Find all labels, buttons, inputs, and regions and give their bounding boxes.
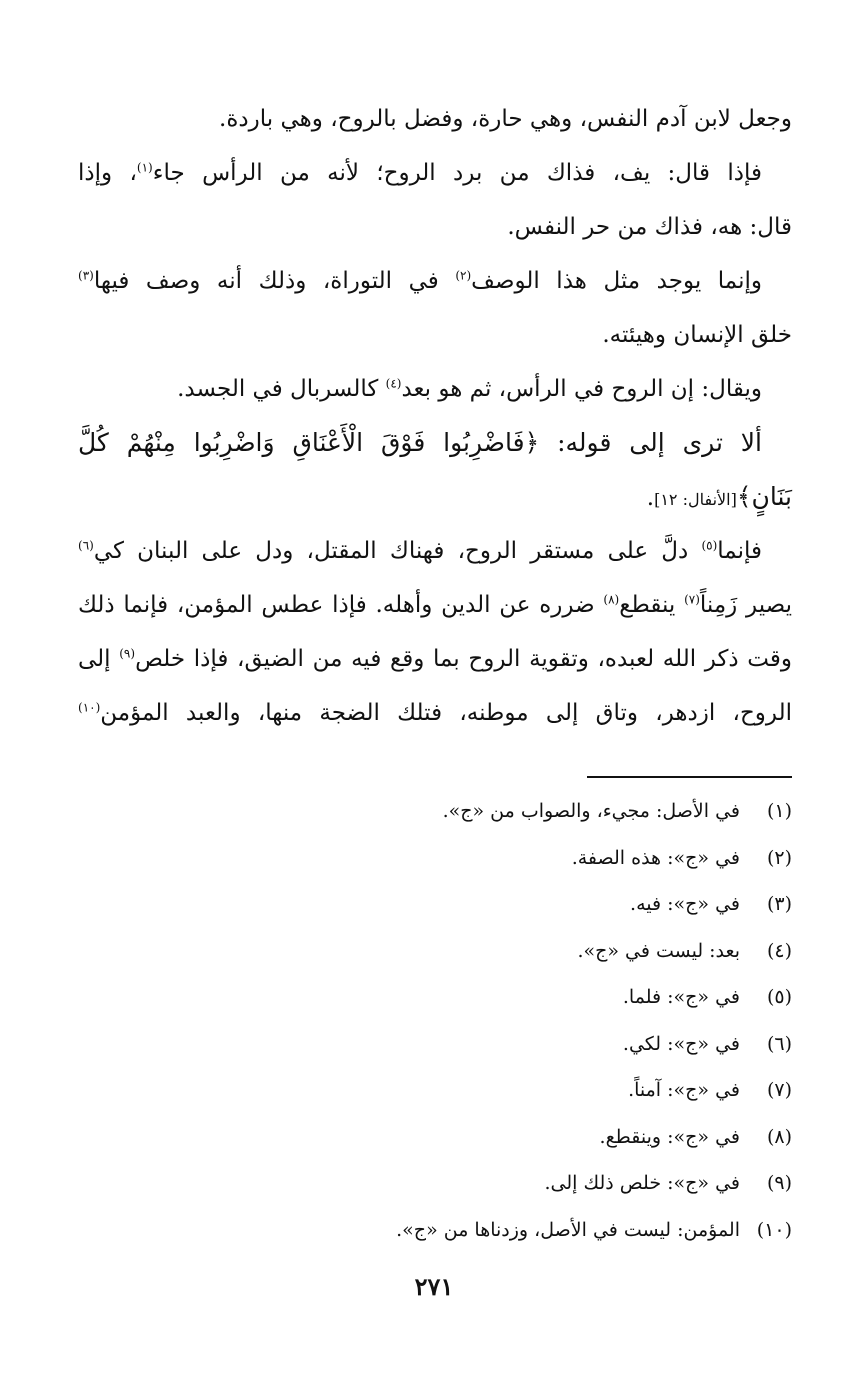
text-line-8	[78, 470, 792, 524]
footnote-ref-7: (٧)	[684, 592, 700, 607]
text-line-10-b: ينقطع	[619, 592, 685, 618]
text-line-10-c: ضرره عن الدين وأهله. فإذا عطس المؤمن، فإنما ذلك	[78, 592, 604, 618]
footnote-number: (٥)	[766, 986, 792, 1008]
footnote-item	[300, 1207, 792, 1254]
text-line-2-a: فإذا قال: يف، فذاك من برد الروح؛ لأنه من الرأس جاء	[152, 160, 762, 186]
text-line-5-content: خلق الإنسان وهيئته.	[602, 322, 792, 348]
text-line-9-b: دلَّ على مستقر الروح، فهناك المقتل، ودل على البنان كي	[93, 538, 702, 564]
text-line-6-b: كالسربال في الجسد.	[177, 376, 386, 402]
text-line-11	[78, 632, 792, 686]
text-line-4-b: في التوراة، وذلك أنه وصف فيها	[93, 268, 456, 294]
text-line-10-a: يصير زَمِناً	[699, 592, 792, 618]
text-line-11-a: وقت ذكر الله لعبده، وتقوية الروح بما وقع فيه من الضيق، فإذا خلص	[135, 646, 792, 672]
quran-verse: ألا ترى إلى قوله: ﴿فَاضْرِبُوا فَوْقَ الْأَعْنَاقِ وَاضْرِبُوا مِنْهُمْ كُلَّ	[78, 428, 762, 457]
text-line-7	[78, 416, 792, 470]
text-line-6	[78, 362, 792, 416]
footnote-ref-2: (٢)	[455, 268, 472, 283]
footnote-ref-6: (٦)	[78, 538, 94, 553]
footnote-number: (٩)	[766, 1172, 792, 1194]
footnote-ref-9: (٩)	[119, 646, 136, 661]
footnote-item	[300, 974, 792, 1021]
text-line-1	[78, 92, 792, 146]
text-line-9-a: فإنما	[717, 538, 762, 564]
footnote-ref-1: (١)	[136, 160, 153, 175]
footnote-number: (٨)	[766, 1125, 792, 1148]
footnote-text: في «ج»: خلص ذلك إلى.	[544, 1172, 740, 1194]
footnote-item	[300, 1021, 792, 1068]
text-line-9	[78, 524, 792, 578]
footnote-number: (١٠)	[756, 1218, 792, 1241]
footnote-text: في «ج»: فلما.	[622, 986, 740, 1008]
footnote-item	[300, 1067, 792, 1114]
main-text	[78, 92, 792, 740]
verse-reference: [الأنفال: ١٢]	[654, 490, 737, 509]
text-line-3	[78, 200, 792, 254]
footnote-text: في الأصل: مجيء، والصواب من «ج».	[442, 800, 740, 822]
footnote-ref-3: (٣)	[78, 268, 94, 283]
footnotes-list	[300, 788, 792, 1253]
footnote-text: في «ج»: آمناً.	[628, 1079, 740, 1101]
footnote-number: (٣)	[766, 893, 792, 915]
footnote-item	[300, 1114, 792, 1161]
text-line-8-b: .	[646, 485, 655, 511]
footnote-number: (٢)	[766, 846, 792, 869]
footnote-number: (١)	[766, 800, 792, 822]
footnote-item	[300, 835, 792, 882]
quran-verse-end: بَنَانٍ﴾	[736, 482, 792, 511]
text-line-11-b: إلى	[78, 646, 120, 672]
footnote-number: (٦)	[766, 1032, 792, 1055]
text-line-3-content: قال: هه، فذاك من حر النفس.	[507, 214, 792, 240]
footnote-separator	[587, 776, 792, 778]
text-line-1-content: وجعل لابن آدم النفس، وهي حارة، وفضل بالروح، وهي باردة.	[219, 106, 792, 132]
footnote-text: في «ج»: لكي.	[622, 1032, 740, 1055]
text-line-4-a: وإنما يوجد مثل هذا الوصف	[471, 268, 762, 294]
footnote-text: بعد: ليست في «ج».	[577, 939, 740, 962]
footnote-text: في «ج»: فيه.	[630, 893, 740, 915]
footnote-text: في «ج»: هذه الصفة.	[571, 846, 740, 869]
footnote-text: المؤمن: ليست في الأصل، وزدناها من «ج».	[396, 1218, 740, 1241]
footnote-ref-10: (١٠)	[78, 700, 101, 715]
footnote-item	[300, 928, 792, 975]
text-line-4	[78, 254, 792, 308]
footnote-number: (٤)	[766, 939, 792, 962]
footnote-item	[300, 1160, 792, 1207]
text-line-12-a: الروح، ازدهر، وتاق إلى موطنه، فتلك الضجة منها، والعبد المؤمن	[100, 700, 792, 726]
text-line-2-b: ، وإذا	[78, 160, 137, 186]
text-line-6-a: ويقال: إن الروح في الرأس، ثم هو بعد	[401, 376, 762, 402]
footnote-item	[300, 788, 792, 835]
footnote-ref-8: (٨)	[603, 592, 620, 607]
footnote-ref-4: (٤)	[385, 376, 402, 391]
footnote-text: في «ج»: وينقطع.	[599, 1125, 740, 1148]
footnote-ref-5: (٥)	[701, 538, 718, 553]
page-number: ٢٧١	[414, 1272, 454, 1301]
footnote-number: (٧)	[766, 1079, 792, 1101]
text-line-12	[78, 686, 792, 740]
text-line-2	[78, 146, 792, 200]
text-line-5	[78, 308, 792, 362]
text-line-10	[78, 578, 792, 632]
footnote-item	[300, 881, 792, 928]
